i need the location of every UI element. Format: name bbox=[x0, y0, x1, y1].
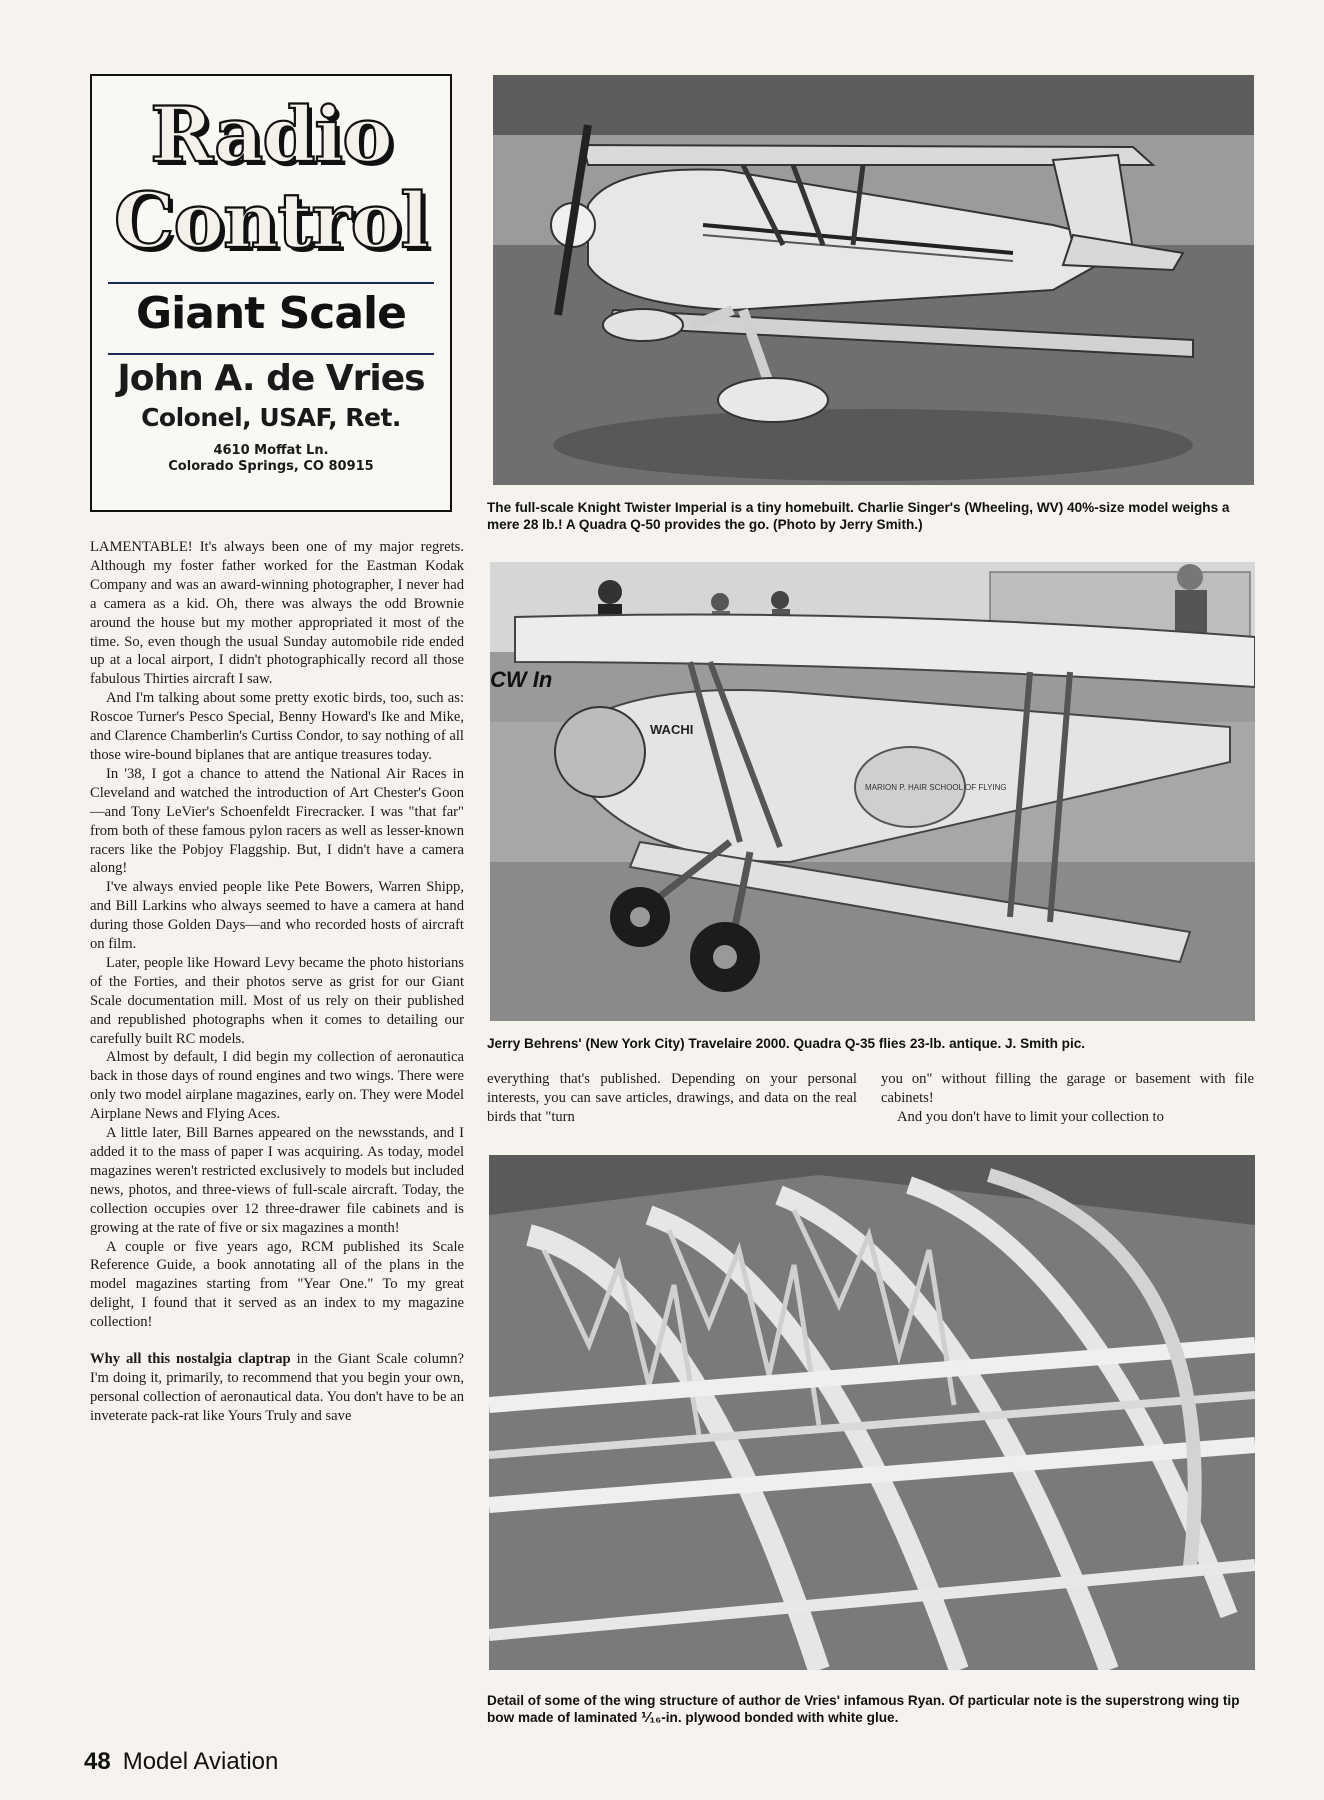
author-address-line1: 4610 Moffat Ln. bbox=[213, 443, 329, 458]
article-column-right bbox=[881, 1070, 1254, 1127]
header-rule-top bbox=[108, 282, 434, 284]
photo-wing-structure bbox=[489, 1155, 1255, 1670]
magazine-name: Model Aviation bbox=[122, 1748, 279, 1775]
article-paragraph: Later, people like Howard Levy became the photo historians of the Forties, and their photos serve as grist for our Giant Scale documentation mill. Most of us rely on their published and republished photographs when it comes to detailing our carefully built RC models. bbox=[90, 954, 464, 1047]
photo-travelaire-caption: Jerry Behrens' (New York City) Travelaire 2000. Quadra Q-35 flies 23-lb. antique. J. Smith pic. bbox=[487, 1036, 1086, 1051]
column-title-line1: Radio bbox=[150, 90, 392, 179]
article-paragraph: And you don't have to limit your collection to bbox=[897, 1108, 1164, 1125]
article-paragraph: everything that's published. Depending on your personal interests, you can save articles, drawings, and data on the real birds that "turn bbox=[487, 1071, 857, 1125]
column-title-line2: Control bbox=[113, 176, 429, 265]
author-address-line2: Colorado Springs, CO 80915 bbox=[168, 459, 374, 474]
article-paragraph: I've always envied people like Pete Bowers, Warren Shipp, and Bill Larkins who always seemed to have a camera at hand during those Golden Days—and who recorded hosts of aircraft on film. bbox=[90, 879, 464, 953]
article-column-left bbox=[90, 538, 464, 1426]
author-name: John A. de Vries bbox=[117, 358, 425, 399]
article-paragraph: Almost by default, I did begin my collection of aeronautica back in those days of round engines and two wings. There were only two model airplane magazines, early on. They were Model Airplane News and Flying Aces. bbox=[90, 1049, 464, 1123]
section-lead-in: Why all this nostalgia claptrap bbox=[90, 1351, 291, 1368]
header-rule-bottom bbox=[108, 353, 434, 355]
section-text: in the Giant Scale column? I'm doing it, primarily, to recommend that you begin your own, personal collection of aeronautical data. You don't have to be an inveterate pack-rat like Yours Truly and save bbox=[90, 1351, 464, 1424]
article-paragraph: And I'm talking about some pretty exotic birds, too, such as: Roscoe Turner's Pesco Special, Benny Howard's Ike and Mike, and Clarence Chamberlin's Curtiss Condor, to say nothing of all those wire-bound biplanes that are antique treasures today. bbox=[90, 690, 464, 763]
article-paragraph: A couple or five years ago, RCM published its Scale Reference Guide, a book annotating all of the plans in the model magazines starting from "Year One." To my great delight, I found that it served as an index to my magazine collection! bbox=[90, 1238, 464, 1331]
photo-text-wachi: WACHI bbox=[650, 722, 694, 737]
article-paragraph-section bbox=[90, 1350, 464, 1426]
page-footer bbox=[84, 1748, 278, 1776]
article-paragraph: LAMENTABLE! It's always been one of my major regrets. Although my foster father worked for the Eastman Kodak Company and was an award-winning photographer, I never had a camera as a kid. Oh, there was always the odd Brownie around the house but my mother appropriated it most of the time. So, even though the usual Sunday automobile ride ended up at a local airport, I didn't photographically record all those fabulous Thirties aircraft I saw. bbox=[90, 539, 464, 688]
photo-text-fuselage: CW In bbox=[490, 667, 553, 692]
article-paragraph: A little later, Bill Barnes appeared on the newsstands, and I added it to the mass of paper I was acquiring. As today, model magazines weren't restricted exclusively to models but included news, photos, and three-views of full-scale aircraft. Today, the collection occupies over 12 three-drawer file cabinets and is growing at the rate of five or six magazines a month! bbox=[90, 1125, 464, 1236]
article-paragraph: you on" without filling the garage or basement with file cabinets! bbox=[881, 1071, 1254, 1106]
photo-travelaire-2000 bbox=[490, 562, 1255, 1021]
author-rank: Colonel, USAF, Ret. bbox=[141, 403, 401, 432]
page-number: 48 bbox=[84, 1748, 111, 1775]
article-column-middle bbox=[487, 1070, 857, 1127]
column-header-box bbox=[90, 74, 452, 512]
column-subtitle: Giant Scale bbox=[136, 288, 406, 339]
photo-knight-twister bbox=[493, 75, 1254, 485]
photo-wing-structure-caption: Detail of some of the wing structure of author de Vries' infamous Ryan. Of particular note is the superstrong wing tip bow made of laminated ⅟₁₆-in. plywood bonded with white glue. bbox=[487, 1693, 1240, 1725]
article-paragraph: In '38, I got a chance to attend the National Air Races in Cleveland and watched the introduction of Art Chester's Goon—and Tony LeVier's Schoenfeldt Firecracker. I was "that far" from both of these famous pylon racers as well as lesser-known racers like the Pobjoy Flaggship. But, I didn't have a camera along! bbox=[90, 765, 464, 877]
photo-knight-twister-caption: The full-scale Knight Twister Imperial is a tiny homebuilt. Charlie Singer's (Wheeling, WV) 40%-size model weighs a mere 28 lb.! A Quadra Q-50 provides the go. (Photo by Jerry Smith.) bbox=[487, 500, 1230, 532]
photo-text-school: MARION P. HAIR SCHOOL OF FLYING bbox=[865, 783, 1007, 792]
